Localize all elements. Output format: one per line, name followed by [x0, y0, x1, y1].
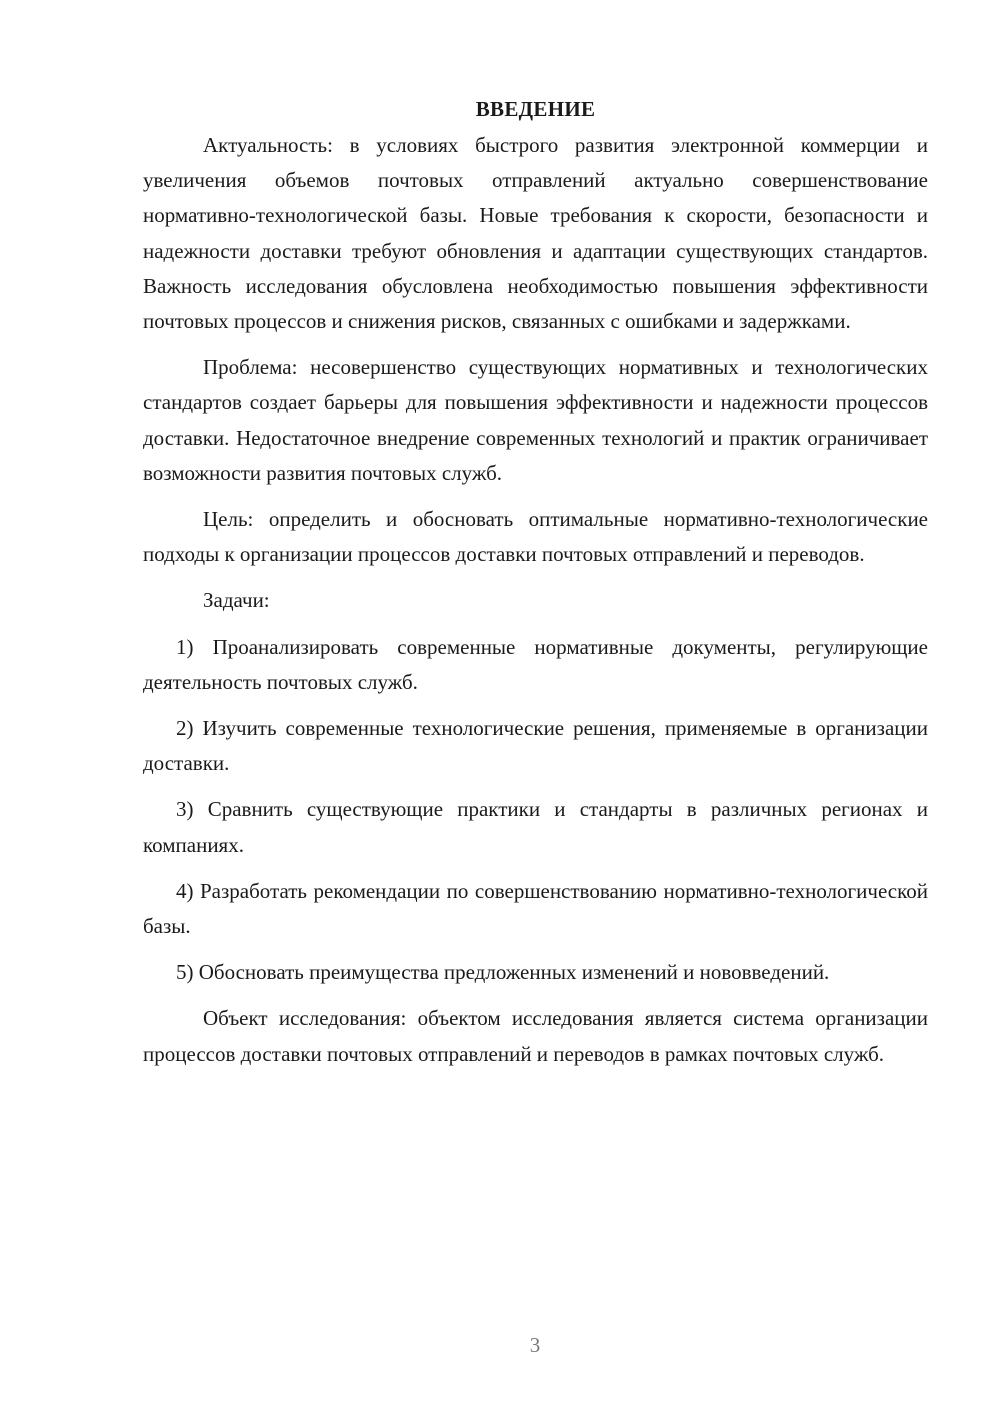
document-page	[143, 92, 928, 1083]
page-number: 3	[529, 1333, 541, 1357]
section-title: ВВЕДЕНИЕ	[475, 97, 596, 121]
task-item-2: 2) Изучить современные технологические решения, применяемые в организации доставки.	[143, 716, 928, 776]
tasks-heading: Задачи:	[203, 588, 270, 613]
problem-paragraph: Проблема: несовершенство существующих нормативных и технологических стандартов создает барьеры для повышения эффективности и надежности процессов доставки. Недостаточное внедрение современных технологий и практик ограничивает возможности развития почтовых служб.	[143, 355, 928, 485]
goal-paragraph: Цель: определить и обосновать оптимальные нормативно-технологические подходы к организации процессов доставки почтовых отправлений и переводов.	[143, 507, 928, 567]
task-item-4: 4) Разработать рекомендации по совершенствованию нормативно-технологической базы.	[143, 878, 928, 939]
task-item-5: 5) Обосновать преимущества предложенных изменений и нововведений.	[176, 960, 830, 985]
task-item-3: 3) Сравнить существующие практики и стандарты в различных регионах и компаниях.	[143, 797, 928, 857]
task-item-1: 1) Проанализировать современные нормативные документы, регулирующие деятельность почтовых служб.	[143, 634, 928, 694]
relevance-paragraph: Актуальность: в условиях быстрого развития электронной коммерции и увеличения объемов почтовых отправлений актуально совершенствование нормативно-технологической базы. Новые требования к скорости, безопасности и надежности доставки требуют обновления и адаптации существующих стандартов. Важность исследования обусловлена необходимостью повышения эффективности почтовых процессов и снижения рисков, связанных с ошибками и задержками.	[143, 133, 928, 334]
research-object-paragraph: Объект исследования: объектом исследования является система организации процессов доставки почтовых отправлений и переводов в рамках почтовых служб.	[143, 1006, 928, 1066]
